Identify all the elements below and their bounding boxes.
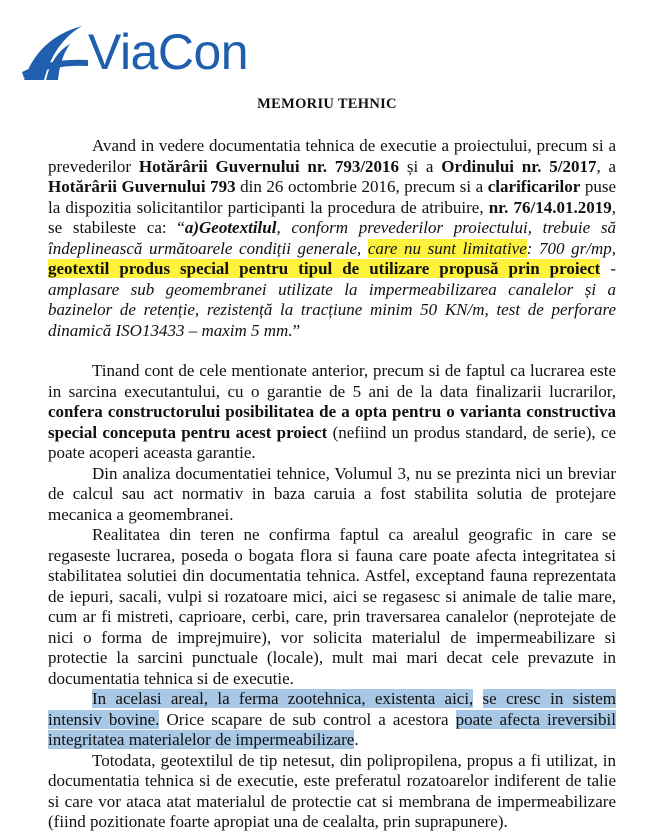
- paragraph-4: Realitatea din teren ne confirma faptul ca arealul geografic in care se regaseste lucrarea, poseda o bogata flora si fauna care poate afecta integritatea si stabilitatea solutiei din documentatia tehnica. Astfel, exceptand fauna reprezentata de iepuri, sacali, vulpi si rozatoare mici, aici se regasesc si animale de talie mare, cum ar fi mistreti, caprioare, cerbi, care, prin traversarea canalelor (neprotejate de nici o forma de imprejmuire), vor solicita materialul de impermeabilizare si protectie la sarcini punctuale (locale), mult mai mari decat cele prevazute in documentatia tehnica si de executie.: [48, 525, 616, 688]
- highlight-blue: poate afecta ireversibil integritatea materialelor de impermeabilizare: [48, 709, 616, 749]
- logo-wordmark: ViaCon: [88, 24, 249, 80]
- highlight-yellow: geotextil produs special pentru tipul de utilizare propusă prin proiect: [48, 259, 601, 278]
- highlight-blue: se cresc in sistem intensiv bovine.: [48, 689, 616, 729]
- paragraph-6: Totodata, geotextilul de tip netesut, din polipropilena, propus a fi utilizat, in documentatia tehnica si de executie, este preferatul rozatoarelor indiferent de talie si care vor ataca atat materialul de protectie cat si membrana de impermeabilizare (fiind pozitionate foarte apropiat una de cealalta, prin suprapunere).: [48, 750, 616, 831]
- viacon-logo-icon: [20, 20, 90, 84]
- highlight-blue: In acelasi areal, la ferma zootehnica, existenta aici,: [92, 689, 474, 708]
- highlight-yellow: care nu sunt limitative: [367, 238, 527, 258]
- document-title: MEMORIU TEHNIC: [257, 96, 397, 112]
- viacon-logo: [20, 20, 249, 84]
- paragraph-1: Avand in vedere documentatia tehnica de executie a proiectului, precum si a prevederilor Hotărârii Guvernului nr. 793/2016 și a Ordinului nr. 5/2017, a Hotărârii Guvernului 793 din 26 octombrie 2016, precum si a clarificarilor puse la dispozitia solicitantilor participanti la procedura de atribuire, nr. 76/14.01.2019, se stabileste ca: “a)Geotextilul, conform prevederilor proiectului, trebuie să îndeplinească următoarele condiții generale, care nu sunt limitative: 700 gr/mp, geotextil produs special pentru tipul de utilizare propusă prin proiect - amplasare sub geomembranei utilizate la impermeabilizarea canalelor și a bazinelor de retenție, rezistență la tracțiune minim 50 KN/m, test de perforare dinamică ISO13433 – maxim 5 mm.”: [48, 136, 617, 340]
- document-body: [48, 136, 616, 833]
- paragraph-3: Din analiza documentatiei tehnice, Volumul 3, nu se prezinta nici un breviar de calcul sau act normativ in baza caruia a fost stabilita solutia de protejare mecanica a geomembranei.: [48, 463, 616, 524]
- paragraph-2: Tinand cont de cele mentionate anterior, precum si de faptul ca lucrarea este in sarcina executantului, cu o garantie de 5 ani de la data finalizarii lucrarilor, confera constructorului posibilitatea de a opta pentru o varianta constructiva special conceputa pentru acest proiect (nefiind un produs standard, de serie), ce poate acoperi aceasta garantie.: [48, 361, 617, 462]
- paragraph-5: In acelasi areal, la ferma zootehnica, existenta aici, se cresc in sistem intensiv bovine. Orice scapare de sub control a acestora poate afecta ireversibil integritatea materialelor de impermeabilizare.: [48, 689, 616, 749]
